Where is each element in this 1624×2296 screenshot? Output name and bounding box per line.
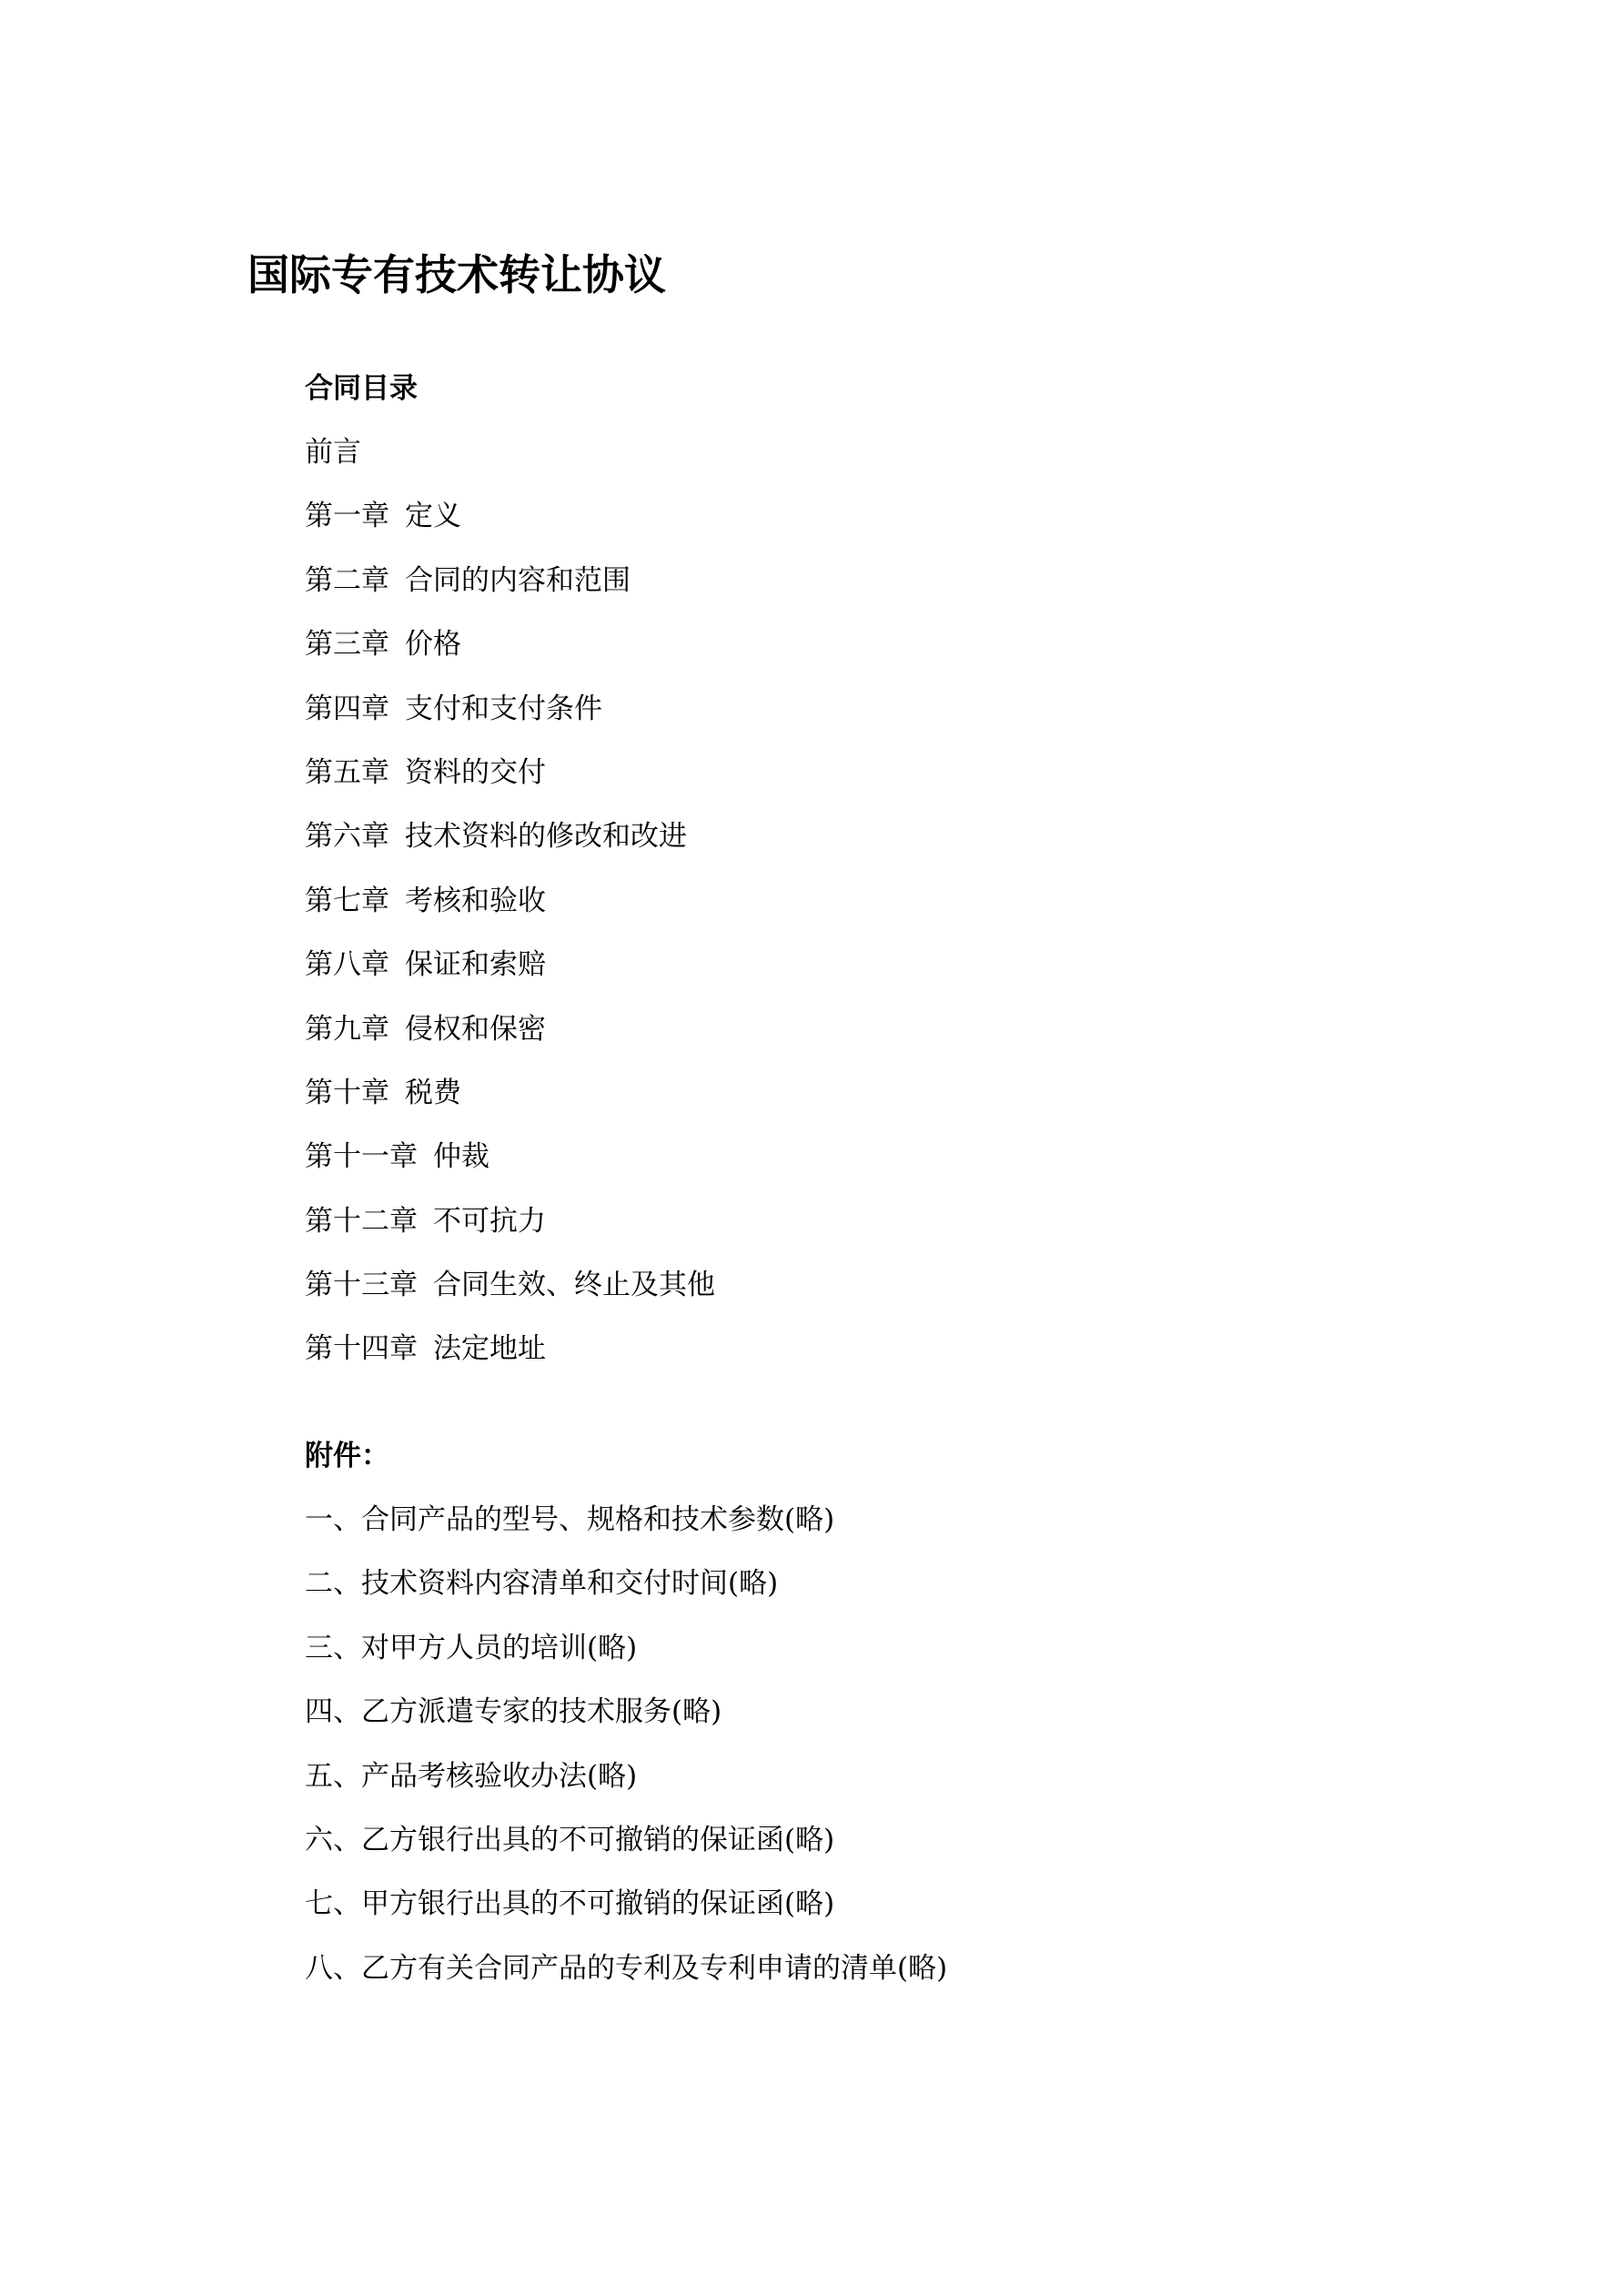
chapter-title: 仲裁	[433, 1140, 490, 1174]
appendix-item: 三、对甲方人员的培训(略)	[305, 1631, 638, 1664]
chapter-number: 第七章	[305, 884, 389, 917]
chapter-number: 第十二章	[305, 1204, 418, 1238]
toc-heading: 合同目录	[305, 372, 418, 405]
toc-item-text: 前言	[305, 436, 361, 469]
chapter-title: 税费	[405, 1076, 462, 1109]
toc-item-chapter-5	[305, 746, 715, 810]
appendix-item: 七、甲方银行出具的不可撤销的保证函(略)	[305, 1887, 835, 1921]
chapter-number: 第十一章	[305, 1140, 418, 1174]
appendix-item: 八、乙方有关合同产品的专利及专利申请的清单(略)	[305, 1951, 948, 1985]
chapter-title: 不可抗力	[433, 1204, 547, 1238]
toc-item-chapter-6	[305, 810, 715, 874]
chapter-title: 侵权和保密	[405, 1012, 547, 1046]
chapter-number: 第四章	[305, 692, 389, 725]
chapter-number: 第九章	[305, 1012, 389, 1046]
toc-item-chapter-7	[305, 875, 715, 938]
chapter-number: 第一章	[305, 500, 389, 533]
document-title: 国际专有技术转让协议	[247, 250, 666, 299]
chapter-number: 第十三章	[305, 1269, 418, 1302]
toc-item-chapter-1	[305, 490, 715, 553]
chapter-title: 资料的交付	[405, 755, 547, 789]
appendix-item: 五、产品考核验收办法(略)	[305, 1759, 638, 1793]
toc-item-preface	[305, 426, 715, 490]
appendix-item: 二、技术资料内容清单和交付时间(略)	[305, 1567, 779, 1601]
appendix-item: 四、乙方派遣专家的技术服务(略)	[305, 1695, 722, 1729]
appendix-heading: 附件：	[305, 1440, 389, 1472]
appendix-list	[305, 1493, 947, 2006]
toc-item-chapter-9	[305, 1003, 715, 1067]
chapter-title: 合同的内容和范围	[405, 563, 631, 597]
toc-item-chapter-11	[305, 1130, 715, 1194]
chapter-title: 支付和支付条件	[405, 692, 603, 725]
chapter-number: 第二章	[305, 563, 389, 597]
toc-item-chapter-3	[305, 618, 715, 682]
chapter-title: 定义	[405, 500, 462, 533]
chapter-number: 第十章	[305, 1076, 389, 1109]
toc-item-chapter-12	[305, 1195, 715, 1259]
appendix-item: 六、乙方银行出具的不可撤销的保证函(略)	[305, 1823, 835, 1856]
chapter-number: 第十四章	[305, 1332, 418, 1366]
table-of-contents	[305, 362, 715, 1387]
chapter-number: 第六章	[305, 820, 389, 854]
toc-item-chapter-14	[305, 1322, 715, 1386]
chapter-title: 技术资料的修改和改进	[405, 820, 688, 854]
appendix-section	[305, 1430, 947, 2006]
chapter-title: 保证和索赔	[405, 948, 547, 982]
appendix-item: 一、合同产品的型号、规格和技术参数(略)	[305, 1503, 835, 1536]
toc-item-chapter-10	[305, 1067, 715, 1130]
chapter-title: 考核和验收	[405, 884, 547, 917]
chapter-title: 合同生效、终止及其他	[433, 1269, 716, 1302]
chapter-number: 第八章	[305, 948, 389, 982]
toc-item-chapter-2	[305, 554, 715, 618]
chapter-number: 第五章	[305, 755, 389, 789]
toc-list	[305, 426, 715, 1387]
toc-item-chapter-8	[305, 938, 715, 1002]
chapter-number: 第三章	[305, 628, 389, 662]
toc-item-chapter-4	[305, 683, 715, 746]
chapter-title: 法定地址	[433, 1332, 547, 1366]
toc-item-chapter-13	[305, 1259, 715, 1322]
chapter-title: 价格	[405, 628, 462, 662]
